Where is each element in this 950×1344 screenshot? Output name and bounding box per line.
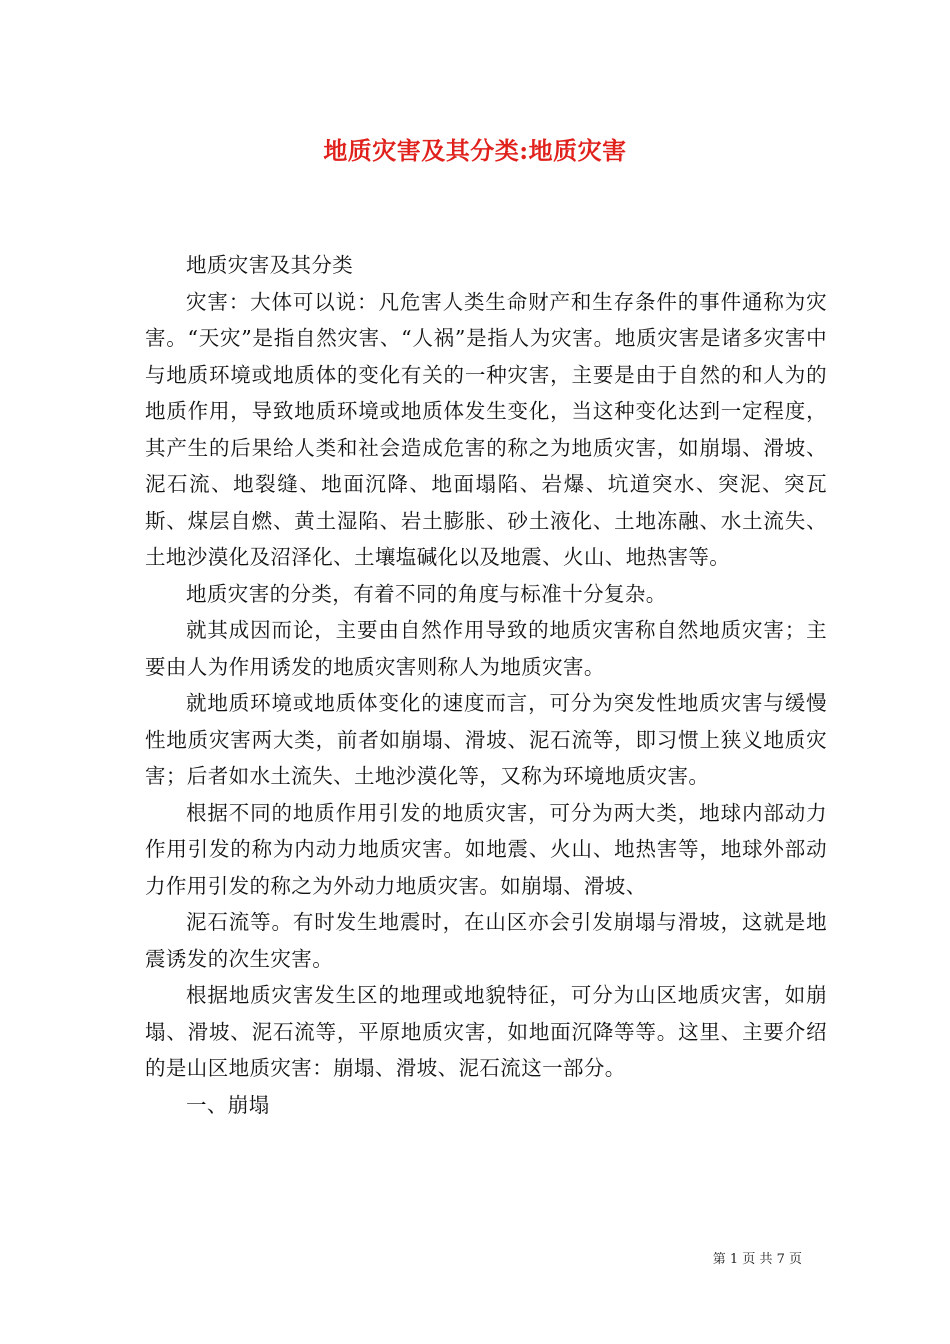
paragraph-by-landform: 根据地质灾害发生区的地理或地貌特征，可分为山区地质灾害，如崩塌、滑坡、泥石流等，平原地质灾害，如地面沉降等等。这里、主要介绍的是山区地质灾害：崩塌、滑坡、泥石流这一部分。 [145, 983, 827, 1080]
paragraph-disaster-definition: 灾害：大体可以说：凡危害人类生命财产和生存条件的事件通称为灾害。“天灾”是指自然灾害、“人祸”是指人为灾害。地质灾害是诸多灾害中与地质环境或地质体的变化有关的一种灾害，主要是由于自然的和人为的地质作用，导致地质环境或地质体发生变化，当这种变化达到一定程度，其产生的后果给人类和社会造成危害的称之为地质灾害，如崩塌、滑坡、泥石流、地裂缝、地面沉降、地面塌陷、岩爆、坑道突水、突泥、突瓦斯、煤层自燃、黄土湿陷、岩土膨胀、砂土液化、土地冻融、水土流失、土地沙漠化及沼泽化、土壤塩碱化以及地震、火山、地热害等。 [145, 289, 827, 569]
paragraph-by-cause: 就其成因而论，主要由自然作用导致的地质灾害称自然地质灾害；主要由人为作用诱发的地质灾害则称人为地质灾害。 [145, 618, 827, 679]
document-body [145, 247, 827, 1123]
section-heading-collapse: 一、崩塌 [186, 1092, 270, 1117]
page-number: 第 1 页 共 7 页 [712, 1252, 802, 1267]
paragraph-by-geologic-action: 根据不同的地质作用引发的地质灾害，可分为两大类，地球内部动力作用引发的称为内动力地质灾害。如地震、火山、地热害等，地球外部动力作用引发的称之为外动力地质灾害。如崩塌、滑坡、 [145, 800, 827, 898]
paragraph-heading: 地质灾害及其分类 [186, 253, 354, 277]
document-title: 地质灾害及其分类:地质灾害 [323, 136, 627, 165]
paragraph-secondary-disaster: 泥石流等。有时发生地震时，在山区亦会引发崩塌与滑坡，这就是地震诱发的次生灾害。 [145, 910, 827, 971]
paragraph-by-speed: 就地质环境或地质体变化的速度而言，可分为突发性地质灾害与缓慢性地质灾害两大类，前者如崩塌、滑坡、泥石流等，即习惯上狭义地质灾害；后者如水土流失、土地沙漠化等，又称为环境地质灾害。 [145, 691, 827, 788]
paragraph-classification-intro: 地质灾害的分类，有着不同的角度与标准十分复杂。 [186, 581, 667, 606]
